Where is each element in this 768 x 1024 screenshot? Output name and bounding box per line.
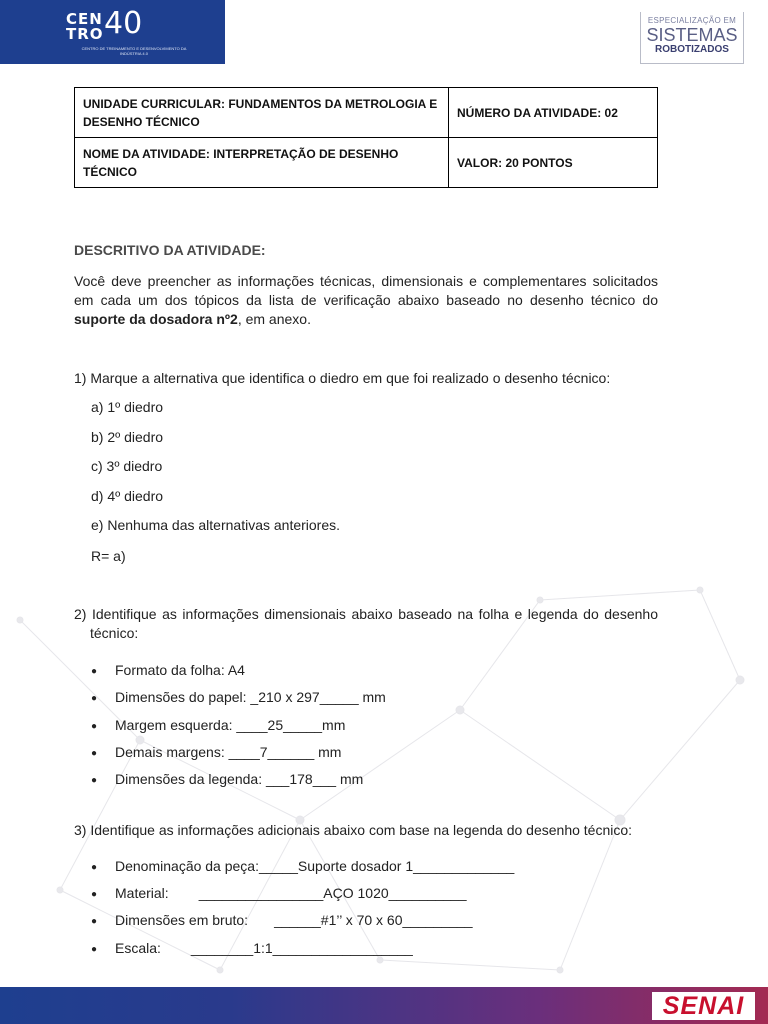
list-item [91, 912, 473, 928]
q3-value-dimensoes-bruto: ______#1’’ x 70 x 60_________ [274, 912, 473, 928]
bullet-icon: ● [91, 748, 98, 759]
q1-option-e: e) Nenhuma das alternativas anteriores. [91, 517, 341, 533]
centro-logo-number: 40 [104, 6, 143, 41]
question-3: 3) Identifique as informações adicionais abaixo com base na legenda do desenho técnico: [74, 822, 633, 838]
activity-info-table [74, 87, 658, 188]
bullet-icon: ● [91, 862, 98, 873]
q3-value-material: ________________AÇO 1020__________ [198, 885, 467, 901]
list-item [91, 662, 245, 678]
bullet-icon: ● [91, 916, 98, 927]
bullet-icon: ● [91, 693, 98, 704]
bullet-icon: ● [91, 889, 98, 900]
bullet-icon: ● [91, 944, 98, 955]
q3-value-denominacao: _____Suporte dosador 1_____________ [259, 858, 515, 874]
q1-option-d: d) 4º diedro [91, 488, 164, 504]
especializacao-logo-line1: ESPECIALIZAÇÃO EM [647, 16, 737, 25]
descritivo-text-bold: suporte da dosadora nº2 [74, 311, 238, 327]
centro-logo-subtitle: CENTRO DE TREINAMENTO E DESENVOLVIMENTO DA INDÚSTRIA 4.0 [81, 46, 187, 56]
table-row [75, 138, 658, 188]
valor-cell: VALOR: 20 PONTOS [449, 138, 658, 188]
centro-logo [0, 0, 225, 64]
q2-item-dimensoes-legenda: Dimensões da legenda: ___178___ mm [115, 771, 364, 787]
nome-atividade-cell: NOME DA ATIVIDADE: INTERPRETAÇÃO DE DESENHO TÉCNICO [75, 138, 449, 188]
q2-item-demais-margens: Demais margens: ____7______ mm [115, 744, 342, 760]
descritivo-text-end: , em anexo. [237, 311, 311, 327]
numero-atividade-cell: NÚMERO DA ATIVIDADE: 02 [449, 88, 658, 138]
descritivo-text [74, 272, 658, 329]
table-row [75, 88, 658, 138]
q1-option-a: a) 1º diedro [91, 399, 164, 415]
bullet-icon: ● [91, 666, 98, 677]
q3-value-escala: ________1:1__________________ [190, 940, 413, 956]
centro-logo-word: CEN TRO [66, 10, 104, 43]
question-1: 1) Marque a alternativa que identifica o diedro em que foi realizado o desenho técnico: [74, 370, 611, 386]
unidade-curricular-cell: UNIDADE CURRICULAR: FUNDAMENTOS DA METROLOGIA E DESENHO TÉCNICO [75, 88, 449, 138]
q2-item-margem-esquerda: Margem esquerda: ____25_____mm [115, 717, 346, 733]
q1-option-b: b) 2º diedro [91, 429, 164, 445]
q1-answer: R= a) [91, 548, 126, 564]
q2-item-formato: Formato da folha: A4 [115, 662, 245, 678]
especializacao-logo-line2: SISTEMAS [646, 25, 738, 45]
bullet-icon: ● [91, 721, 98, 732]
q3-label-dimensoes-bruto: Dimensões em bruto: [115, 912, 249, 928]
especializacao-logo [640, 12, 744, 64]
descritivo-title: DESCRITIVO DA ATIVIDADE: [74, 242, 266, 258]
q1-option-c: c) 3º diedro [91, 458, 163, 474]
especializacao-logo-line3: ROBOTIZADOS [655, 44, 729, 55]
q3-label-denominacao: Denominação da peça: [115, 858, 259, 874]
list-item [91, 771, 363, 787]
list-item [91, 744, 341, 760]
list-item [91, 689, 386, 705]
list-item [91, 858, 514, 874]
senai-logo: SENAI [652, 992, 755, 1020]
q3-label-escala: Escala: [115, 940, 161, 956]
bullet-icon: ● [91, 775, 98, 786]
question-2: 2) Identifique as informações dimensionais abaixo baseado na folha e legenda do desenho técnico: [74, 606, 658, 641]
list-item [91, 940, 413, 956]
q2-item-dimensoes-papel: Dimensões do papel: _210 x 297_____ mm [115, 689, 386, 705]
list-item [91, 717, 345, 733]
q3-label-material: Material: [115, 885, 169, 901]
descritivo-text-start: Você deve preencher as informações técnicas, dimensionais e complementares solicitados em cada um dos tópicos da lista de verificação abaixo baseado no desenho técnico do [74, 273, 658, 308]
list-item [91, 885, 467, 901]
